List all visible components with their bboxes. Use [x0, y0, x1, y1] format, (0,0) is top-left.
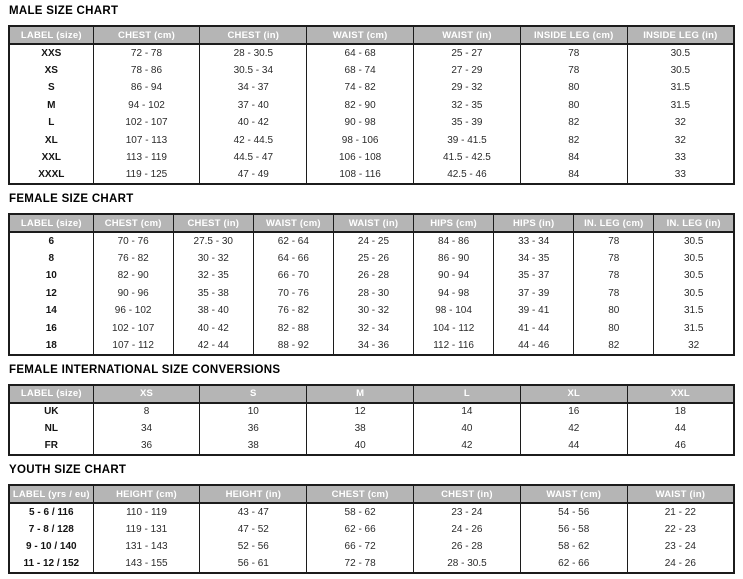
data-cell: 8 — [93, 403, 200, 421]
column-header: LABEL (yrs / eu) — [9, 485, 93, 503]
data-cell: 35 - 37 — [494, 267, 574, 285]
data-cell: 107 - 113 — [93, 132, 200, 150]
column-header: S — [200, 385, 307, 403]
column-header: CHEST (in) — [414, 485, 521, 503]
data-cell: 12 — [307, 403, 414, 421]
data-cell: 94 - 98 — [414, 285, 494, 303]
data-cell: 44 — [520, 438, 627, 456]
table-row — [9, 232, 734, 250]
data-cell: 27 - 29 — [414, 62, 521, 80]
data-cell: 78 — [574, 285, 654, 303]
data-cell: 29 - 32 — [414, 79, 521, 97]
data-cell: 58 - 62 — [520, 538, 627, 556]
data-cell: 39 - 41.5 — [414, 132, 521, 150]
data-cell: 70 - 76 — [93, 232, 173, 250]
table-row — [9, 250, 734, 268]
data-cell: 96 - 102 — [93, 302, 173, 320]
data-cell: 78 — [574, 267, 654, 285]
data-cell: 10 — [200, 403, 307, 421]
section-male-size-chart — [8, 5, 735, 185]
data-cell: 44 - 46 — [494, 337, 574, 355]
data-cell: 56 - 58 — [520, 521, 627, 539]
row-label: 10 — [9, 267, 93, 285]
data-cell: 31.5 — [654, 320, 734, 338]
data-cell: 35 - 39 — [414, 114, 521, 132]
row-label: XXL — [9, 149, 93, 167]
table-row — [9, 285, 734, 303]
data-cell: 24 - 26 — [414, 521, 521, 539]
data-cell: 27.5 - 30 — [173, 232, 253, 250]
column-header: INSIDE LEG (in) — [627, 26, 734, 44]
header-row — [9, 385, 734, 403]
data-cell: 131 - 143 — [93, 538, 200, 556]
row-label: XL — [9, 132, 93, 150]
female-international-conversions-table — [8, 384, 735, 457]
data-cell: 32 — [627, 114, 734, 132]
data-cell: 42.5 - 46 — [414, 167, 521, 185]
data-cell: 88 - 92 — [253, 337, 333, 355]
table-row — [9, 556, 734, 574]
data-cell: 23 - 24 — [414, 503, 521, 521]
data-cell: 30.5 — [654, 267, 734, 285]
data-cell: 30.5 — [627, 62, 734, 80]
data-cell: 86 - 94 — [93, 79, 200, 97]
data-cell: 70 - 76 — [253, 285, 333, 303]
data-cell: 54 - 56 — [520, 503, 627, 521]
data-cell: 24 - 26 — [627, 556, 734, 574]
row-label: M — [9, 97, 93, 115]
data-cell: 26 - 28 — [414, 538, 521, 556]
data-cell: 21 - 22 — [627, 503, 734, 521]
data-cell: 80 — [574, 320, 654, 338]
data-cell: 42 - 44 — [173, 337, 253, 355]
table-row — [9, 267, 734, 285]
row-label: L — [9, 114, 93, 132]
data-cell: 119 - 125 — [93, 167, 200, 185]
row-label: 12 — [9, 285, 93, 303]
data-cell: 40 - 42 — [200, 114, 307, 132]
data-cell: 82 — [574, 337, 654, 355]
data-cell: 56 - 61 — [200, 556, 307, 574]
data-cell: 82 - 90 — [93, 267, 173, 285]
female-international-conversions-title: FEMALE INTERNATIONAL SIZE CONVERSIONS — [9, 363, 281, 376]
column-header: WAIST (in) — [414, 26, 521, 44]
table-row — [9, 521, 734, 539]
table-row — [9, 79, 734, 97]
data-cell: 37 - 40 — [200, 97, 307, 115]
data-cell: 38 — [200, 438, 307, 456]
row-label: S — [9, 79, 93, 97]
data-cell: 119 - 131 — [93, 521, 200, 539]
data-cell: 34 - 37 — [200, 79, 307, 97]
size-chart-page — [8, 5, 735, 574]
data-cell: 66 - 70 — [253, 267, 333, 285]
column-header: INSIDE LEG (cm) — [520, 26, 627, 44]
data-cell: 40 - 42 — [173, 320, 253, 338]
data-cell: 30 - 32 — [173, 250, 253, 268]
data-cell: 62 - 66 — [520, 556, 627, 574]
data-cell: 28 - 30 — [333, 285, 413, 303]
data-cell: 64 - 66 — [253, 250, 333, 268]
data-cell: 74 - 82 — [307, 79, 414, 97]
data-cell: 30.5 — [627, 44, 734, 62]
table-row — [9, 114, 734, 132]
column-header: CHEST (cm) — [93, 214, 173, 232]
section-female-size-chart — [8, 193, 735, 356]
data-cell: 52 - 56 — [200, 538, 307, 556]
header-row — [9, 26, 734, 44]
data-cell: 18 — [627, 403, 734, 421]
table-row — [9, 302, 734, 320]
data-cell: 90 - 94 — [414, 267, 494, 285]
column-header: HEIGHT (cm) — [93, 485, 200, 503]
data-cell: 78 - 86 — [93, 62, 200, 80]
data-cell: 82 — [520, 132, 627, 150]
data-cell: 90 - 98 — [307, 114, 414, 132]
data-cell: 34 - 35 — [494, 250, 574, 268]
data-cell: 76 - 82 — [93, 250, 173, 268]
table-row — [9, 149, 734, 167]
data-cell: 104 - 112 — [414, 320, 494, 338]
data-cell: 47 - 52 — [200, 521, 307, 539]
column-header: WAIST (in) — [627, 485, 734, 503]
column-header: HIPS (cm) — [414, 214, 494, 232]
youth-size-table — [8, 484, 735, 574]
row-label: 6 — [9, 232, 93, 250]
data-cell: 113 - 119 — [93, 149, 200, 167]
row-label: UK — [9, 403, 93, 421]
column-header: IN. LEG (in) — [654, 214, 734, 232]
row-label: 18 — [9, 337, 93, 355]
data-cell: 37 - 39 — [494, 285, 574, 303]
data-cell: 43 - 47 — [200, 503, 307, 521]
data-cell: 94 - 102 — [93, 97, 200, 115]
column-header: CHEST (in) — [173, 214, 253, 232]
row-label: 7 - 8 / 128 — [9, 521, 93, 539]
data-cell: 30.5 — [654, 232, 734, 250]
data-cell: 72 - 78 — [307, 556, 414, 574]
column-header: CHEST (cm) — [93, 26, 200, 44]
data-cell: 42 — [520, 420, 627, 438]
row-label: 14 — [9, 302, 93, 320]
data-cell: 31.5 — [627, 97, 734, 115]
data-cell: 30 - 32 — [333, 302, 413, 320]
data-cell: 84 - 86 — [414, 232, 494, 250]
column-header: WAIST (in) — [333, 214, 413, 232]
data-cell: 25 - 26 — [333, 250, 413, 268]
data-cell: 34 - 36 — [333, 337, 413, 355]
table-row — [9, 337, 734, 355]
data-cell: 14 — [414, 403, 521, 421]
row-label: 5 - 6 / 116 — [9, 503, 93, 521]
column-header: LABEL (size) — [9, 385, 93, 403]
row-label: FR — [9, 438, 93, 456]
table-row — [9, 44, 734, 62]
data-cell: 38 - 40 — [173, 302, 253, 320]
table-row — [9, 503, 734, 521]
data-cell: 68 - 74 — [307, 62, 414, 80]
data-cell: 112 - 116 — [414, 337, 494, 355]
data-cell: 42 — [414, 438, 521, 456]
data-cell: 66 - 72 — [307, 538, 414, 556]
data-cell: 31.5 — [627, 79, 734, 97]
data-cell: 78 — [574, 232, 654, 250]
row-label: 8 — [9, 250, 93, 268]
data-cell: 32 - 35 — [173, 267, 253, 285]
column-header: LABEL (size) — [9, 26, 93, 44]
data-cell: 47 - 49 — [200, 167, 307, 185]
data-cell: 16 — [520, 403, 627, 421]
data-cell: 32 - 34 — [333, 320, 413, 338]
data-cell: 62 - 64 — [253, 232, 333, 250]
data-cell: 33 — [627, 149, 734, 167]
data-cell: 32 — [627, 132, 734, 150]
data-cell: 28 - 30.5 — [200, 44, 307, 62]
data-cell: 102 - 107 — [93, 114, 200, 132]
data-cell: 41.5 - 42.5 — [414, 149, 521, 167]
table-row — [9, 320, 734, 338]
column-header: L — [414, 385, 521, 403]
section-youth-size-chart — [8, 464, 735, 574]
table-row — [9, 438, 734, 456]
male-size-table — [8, 25, 735, 185]
table-row — [9, 538, 734, 556]
data-cell: 58 - 62 — [307, 503, 414, 521]
data-cell: 22 - 23 — [627, 521, 734, 539]
data-cell: 33 — [627, 167, 734, 185]
data-cell: 62 - 66 — [307, 521, 414, 539]
data-cell: 76 - 82 — [253, 302, 333, 320]
data-cell: 102 - 107 — [93, 320, 173, 338]
data-cell: 32 - 35 — [414, 97, 521, 115]
data-cell: 30.5 — [654, 250, 734, 268]
data-cell: 80 — [520, 79, 627, 97]
column-header: IN. LEG (cm) — [574, 214, 654, 232]
data-cell: 28 - 30.5 — [414, 556, 521, 574]
data-cell: 30.5 - 34 — [200, 62, 307, 80]
data-cell: 78 — [574, 250, 654, 268]
data-cell: 64 - 68 — [307, 44, 414, 62]
column-header: XS — [93, 385, 200, 403]
data-cell: 46 — [627, 438, 734, 456]
data-cell: 24 - 25 — [333, 232, 413, 250]
data-cell: 108 - 116 — [307, 167, 414, 185]
data-cell: 35 - 38 — [173, 285, 253, 303]
row-label: 16 — [9, 320, 93, 338]
column-header: CHEST (cm) — [307, 485, 414, 503]
row-label: XXS — [9, 44, 93, 62]
data-cell: 106 - 108 — [307, 149, 414, 167]
table-row — [9, 167, 734, 185]
data-cell: 25 - 27 — [414, 44, 521, 62]
data-cell: 98 - 104 — [414, 302, 494, 320]
data-cell: 84 — [520, 167, 627, 185]
male-size-chart-title: MALE SIZE CHART — [9, 5, 119, 17]
data-cell: 42 - 44.5 — [200, 132, 307, 150]
data-cell: 31.5 — [654, 302, 734, 320]
data-cell: 80 — [520, 97, 627, 115]
data-cell: 39 - 41 — [494, 302, 574, 320]
data-cell: 98 - 106 — [307, 132, 414, 150]
column-header: WAIST (cm) — [520, 485, 627, 503]
youth-size-chart-title: YOUTH SIZE CHART — [9, 464, 127, 476]
female-size-chart-title: FEMALE SIZE CHART — [9, 193, 134, 205]
data-cell: 82 - 88 — [253, 320, 333, 338]
data-cell: 38 — [307, 420, 414, 438]
table-row — [9, 132, 734, 150]
data-cell: 107 - 112 — [93, 337, 173, 355]
column-header: XXL — [627, 385, 734, 403]
data-cell: 86 - 90 — [414, 250, 494, 268]
column-header: WAIST (cm) — [253, 214, 333, 232]
data-cell: 90 - 96 — [93, 285, 173, 303]
table-row — [9, 403, 734, 421]
table-row — [9, 97, 734, 115]
header-row — [9, 214, 734, 232]
row-label: XS — [9, 62, 93, 80]
data-cell: 32 — [654, 337, 734, 355]
data-cell: 40 — [414, 420, 521, 438]
column-header: M — [307, 385, 414, 403]
data-cell: 40 — [307, 438, 414, 456]
row-label: XXXL — [9, 167, 93, 185]
row-label: 11 - 12 / 152 — [9, 556, 93, 574]
data-cell: 36 — [93, 438, 200, 456]
column-header: CHEST (in) — [200, 26, 307, 44]
data-cell: 26 - 28 — [333, 267, 413, 285]
data-cell: 78 — [520, 62, 627, 80]
section-female-international-size-conversions — [8, 364, 735, 457]
data-cell: 44.5 - 47 — [200, 149, 307, 167]
data-cell: 84 — [520, 149, 627, 167]
column-header: HEIGHT (in) — [200, 485, 307, 503]
data-cell: 72 - 78 — [93, 44, 200, 62]
data-cell: 82 - 90 — [307, 97, 414, 115]
data-cell: 23 - 24 — [627, 538, 734, 556]
data-cell: 41 - 44 — [494, 320, 574, 338]
female-size-table — [8, 213, 735, 356]
table-row — [9, 420, 734, 438]
data-cell: 82 — [520, 114, 627, 132]
data-cell: 143 - 155 — [93, 556, 200, 574]
row-label: NL — [9, 420, 93, 438]
data-cell: 110 - 119 — [93, 503, 200, 521]
column-header: HIPS (in) — [494, 214, 574, 232]
data-cell: 33 - 34 — [494, 232, 574, 250]
column-header: LABEL (size) — [9, 214, 93, 232]
data-cell: 80 — [574, 302, 654, 320]
table-row — [9, 62, 734, 80]
data-cell: 36 — [200, 420, 307, 438]
data-cell: 30.5 — [654, 285, 734, 303]
column-header: XL — [520, 385, 627, 403]
data-cell: 44 — [627, 420, 734, 438]
header-row — [9, 485, 734, 503]
data-cell: 34 — [93, 420, 200, 438]
column-header: WAIST (cm) — [307, 26, 414, 44]
row-label: 9 - 10 / 140 — [9, 538, 93, 556]
data-cell: 78 — [520, 44, 627, 62]
